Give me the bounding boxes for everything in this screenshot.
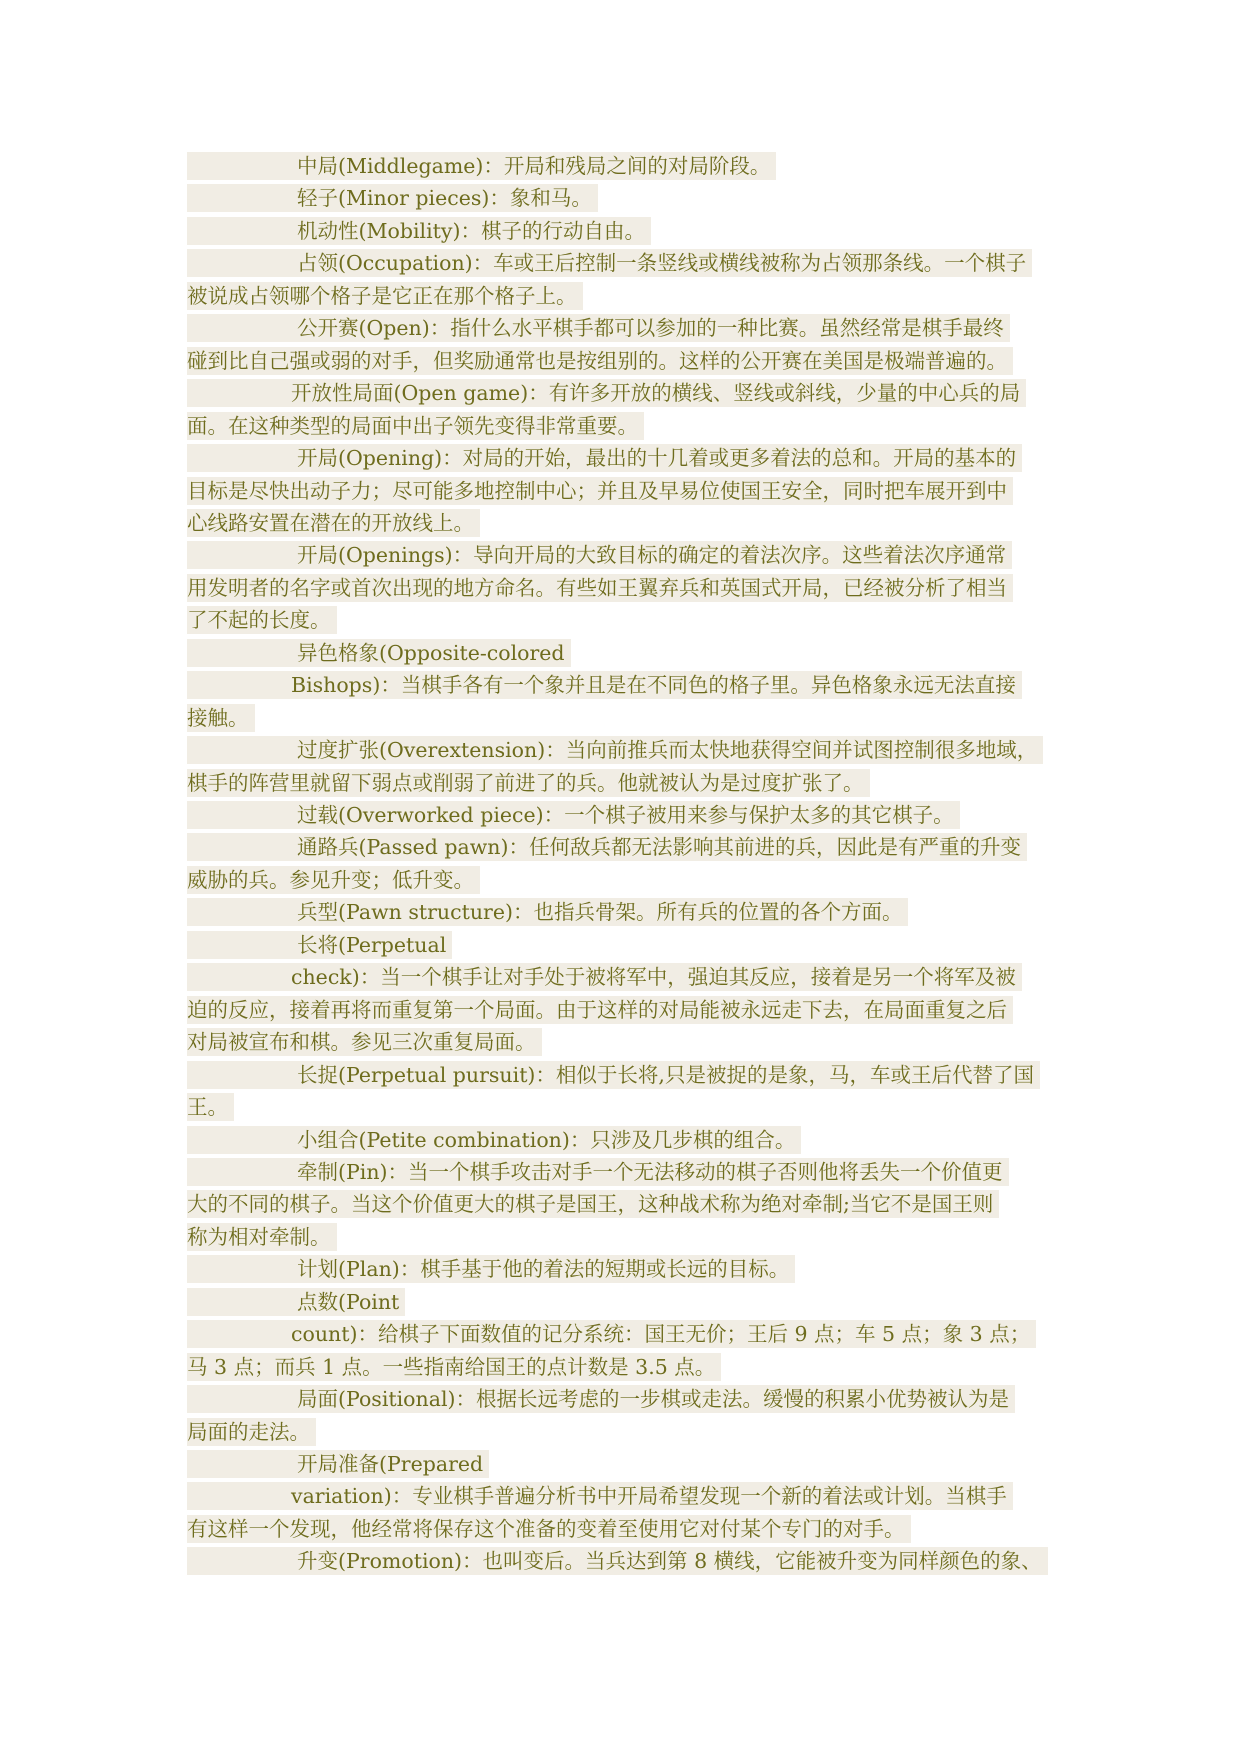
highlighted-text [187,1028,542,1056]
line-text: 计划(Plan)：棋手基于他的着法的短期或长远的目标。 [297,1257,790,1281]
highlighted-text [187,736,1043,764]
glossary-entry-line [187,1255,795,1283]
line-text: 王。 [187,1095,228,1119]
highlighted-text [187,1093,234,1121]
highlighted-text [187,1515,911,1543]
line-text: 异色格象(Opposite-colored [297,641,565,665]
glossary-entry-line [187,833,1027,861]
glossary-continuation-line [187,509,480,537]
highlighted-text [187,1158,1009,1186]
highlighted-text [187,866,480,894]
line-text: count)：给棋子下面数值的记分系统：国王无价；王后 9 点；车 5 点；象 3 点； [291,1322,1031,1346]
line-text: 开局(Openings)：导向开局的大致目标的确定的着法次序。这些着法次序通常 [297,543,1007,567]
highlighted-text [187,541,1012,569]
glossary-entry-line [187,736,1043,764]
highlighted-text [187,1320,1036,1348]
glossary-entry-line [187,217,651,245]
line-text: 接触。 [187,706,249,730]
glossary-continuation-line [187,704,255,732]
glossary-continuation-line [187,1418,316,1446]
glossary-continuation-line [187,347,1013,375]
highlighted-text [187,1126,801,1154]
line-text: 兵型(Pawn structure)：也指兵骨架。所有兵的位置的各个方面。 [297,900,903,924]
glossary-entry-line [187,249,1032,277]
line-text: 马 3 点；而兵 1 点。一些指南给国王的点计数是 3.5 点。 [187,1355,716,1379]
glossary-entry-line [187,1158,1009,1186]
line-text: 占领(Occupation)：车或王后控制一条竖线或横线被称为占领那条线。一个棋子 [297,251,1027,275]
line-text: 有这样一个发现，他经常将保存这个准备的变着至使用它对付某个专门的对手。 [187,1517,905,1541]
highlighted-text [187,1418,316,1446]
highlighted-text [187,1547,1048,1575]
glossary-entry-line [187,1547,1048,1575]
line-text: 开放性局面(Open game)：有许多开放的横线、竖线或斜线，少量的中心兵的局 [291,381,1021,405]
highlighted-text [187,412,644,440]
glossary-continuation-line [187,996,1013,1024]
line-text: 局面(Positional)：根据长远考虑的一步棋或走法。缓慢的积累小优势被认为是 [297,1387,1009,1411]
glossary-entry-line [187,639,571,667]
highlighted-text [187,314,1010,342]
highlighted-text [187,931,452,959]
glossary-entry-line [187,1385,1015,1413]
glossary-continuation-line [187,606,337,634]
glossary-continuation-line [187,1353,721,1381]
highlighted-text [187,1190,999,1218]
line-text: 通路兵(Passed pawn)：任何敌兵都无法影响其前进的兵，因此是有严重的升变 [297,835,1021,859]
line-text: 对局被宣布和棋。参见三次重复局面。 [187,1030,536,1054]
glossary-entry-line [187,1126,801,1154]
glossary-entry-line [187,444,1022,472]
highlighted-text [187,801,960,829]
line-text: 中局(Middlegame)：开局和残局之间的对局阶段。 [297,154,771,178]
line-text: 点数(Point [297,1290,400,1314]
glossary-entry-line [187,898,908,926]
glossary-entry-line [187,801,960,829]
glossary-entry-line [187,1450,489,1478]
glossary-continuation-line [187,282,583,310]
highlighted-text [187,704,255,732]
glossary-continuation-line [187,1223,337,1251]
highlighted-text [187,833,1027,861]
highlighted-text [187,1385,1015,1413]
highlighted-text [187,996,1013,1024]
highlighted-text [187,606,337,634]
highlighted-text [187,249,1032,277]
highlighted-text [187,1353,721,1381]
glossary-continuation-line [187,1028,542,1056]
highlighted-text [187,282,583,310]
line-text: 威胁的兵。参见升变；低升变。 [187,868,474,892]
glossary-entry-line [187,1320,1036,1348]
glossary-entry-line [187,1482,1013,1510]
line-text: 过度扩张(Overextension)：当向前推兵而太快地获得空间并试图控制很多地域， [297,738,1038,762]
line-text: 被说成占领哪个格子是它正在那个格子上。 [187,284,577,308]
line-text: 心线路安置在潜在的开放线上。 [187,511,474,535]
highlighted-text [187,347,1013,375]
highlighted-text [187,1288,405,1316]
highlighted-text [187,477,1013,505]
line-text: 过载(Overworked piece)：一个棋子被用来参与保护太多的其它棋子。 [297,803,954,827]
highlighted-text [187,1255,795,1283]
line-text: 升变(Promotion)：也叫变后。当兵达到第 8 横线，它能被升变为同样颜色的象、 [297,1549,1042,1573]
highlighted-text [187,1223,337,1251]
line-text: 称为相对牵制。 [187,1225,331,1249]
highlighted-text [187,509,480,537]
highlighted-text [187,1482,1013,1510]
glossary-entry-line [187,931,452,959]
line-text: 面。在这种类型的局面中出子领先变得非常重要。 [187,414,638,438]
line-text: 长将(Perpetual [297,933,447,957]
line-text: 长捉(Perpetual pursuit)：相似于长将,只是被捉的是象，马，车或王后代替了国 [297,1063,1034,1087]
highlighted-text [187,217,651,245]
highlighted-text [187,898,908,926]
line-text: 公开赛(Open)：指什么水平棋手都可以参加的一种比赛。虽然经常是棋手最终 [297,316,1004,340]
line-text: 牵制(Pin)：当一个棋手攻击对手一个无法移动的棋子否则他将丢失一个价值更 [297,1160,1003,1184]
line-text: 棋手的阵营里就留下弱点或削弱了前进了的兵。他就被认为是过度扩张了。 [187,771,864,795]
highlighted-text [187,152,776,180]
line-text: 目标是尽快出动子力；尽可能多地控制中心；并且及早易位使国王安全，同时把车展开到中 [187,479,1007,503]
line-text: 迫的反应，接着再将而重复第一个局面。由于这样的对局能被永远走下去，在局面重复之后 [187,998,1007,1022]
line-text: 大的不同的棋子。当这个价值更大的棋子是国王，这种战术称为绝对牵制;当它不是国王则 [187,1192,994,1216]
line-text: 轻子(Minor pieces)：象和马。 [297,186,592,210]
glossary-continuation-line [187,477,1013,505]
highlighted-text [187,769,870,797]
line-text: 用发明者的名字或首次出现的地方命名。有些如王翼弃兵和英国式开局，已经被分析了相当 [187,576,1007,600]
line-text: check)：当一个棋手让对手处于被将军中，强迫其反应，接着是另一个将军及被 [291,965,1016,989]
glossary-entry-line [187,963,1022,991]
highlighted-text [187,379,1026,407]
glossary-entry-line [187,152,776,180]
glossary-continuation-line [187,1515,911,1543]
highlighted-text [187,184,598,212]
highlighted-text [187,671,1022,699]
line-text: variation)：专业棋手普遍分析书中开局希望发现一个新的着法或计划。当棋手 [291,1484,1007,1508]
glossary-entry-line [187,671,1022,699]
highlighted-text [187,444,1022,472]
highlighted-text [187,574,1013,602]
glossary-entry-line [187,314,1010,342]
highlighted-text [187,1450,489,1478]
glossary-entry-line [187,1288,405,1316]
line-text: 开局准备(Prepared [297,1452,484,1476]
line-text: Bishops)：当棋手各有一个象并且是在不同色的格子里。异色格象永远无法直接 [291,673,1016,697]
line-text: 碰到比自己强或弱的对手，但奖励通常也是按组别的。这样的公开赛在美国是极端普遍的。 [187,349,1007,373]
highlighted-text [187,639,571,667]
line-text: 机动性(Mobility)：棋子的行动自由。 [297,219,645,243]
highlighted-text [187,963,1022,991]
glossary-continuation-line [187,866,480,894]
line-text: 小组合(Petite combination)：只涉及几步棋的组合。 [297,1128,796,1152]
glossary-continuation-line [187,769,870,797]
glossary-continuation-line [187,574,1013,602]
line-text: 开局(Opening)：对局的开始，最出的十几着或更多着法的总和。开局的基本的 [297,446,1017,470]
glossary-continuation-line [187,1093,234,1121]
glossary-entry-line [187,1061,1040,1089]
glossary-entry-line [187,541,1012,569]
glossary-entry-line [187,184,598,212]
glossary-continuation-line [187,1190,999,1218]
line-text: 了不起的长度。 [187,608,331,632]
glossary-continuation-line [187,412,644,440]
line-text: 局面的走法。 [187,1420,310,1444]
glossary-entry-line [187,379,1026,407]
highlighted-text [187,1061,1040,1089]
